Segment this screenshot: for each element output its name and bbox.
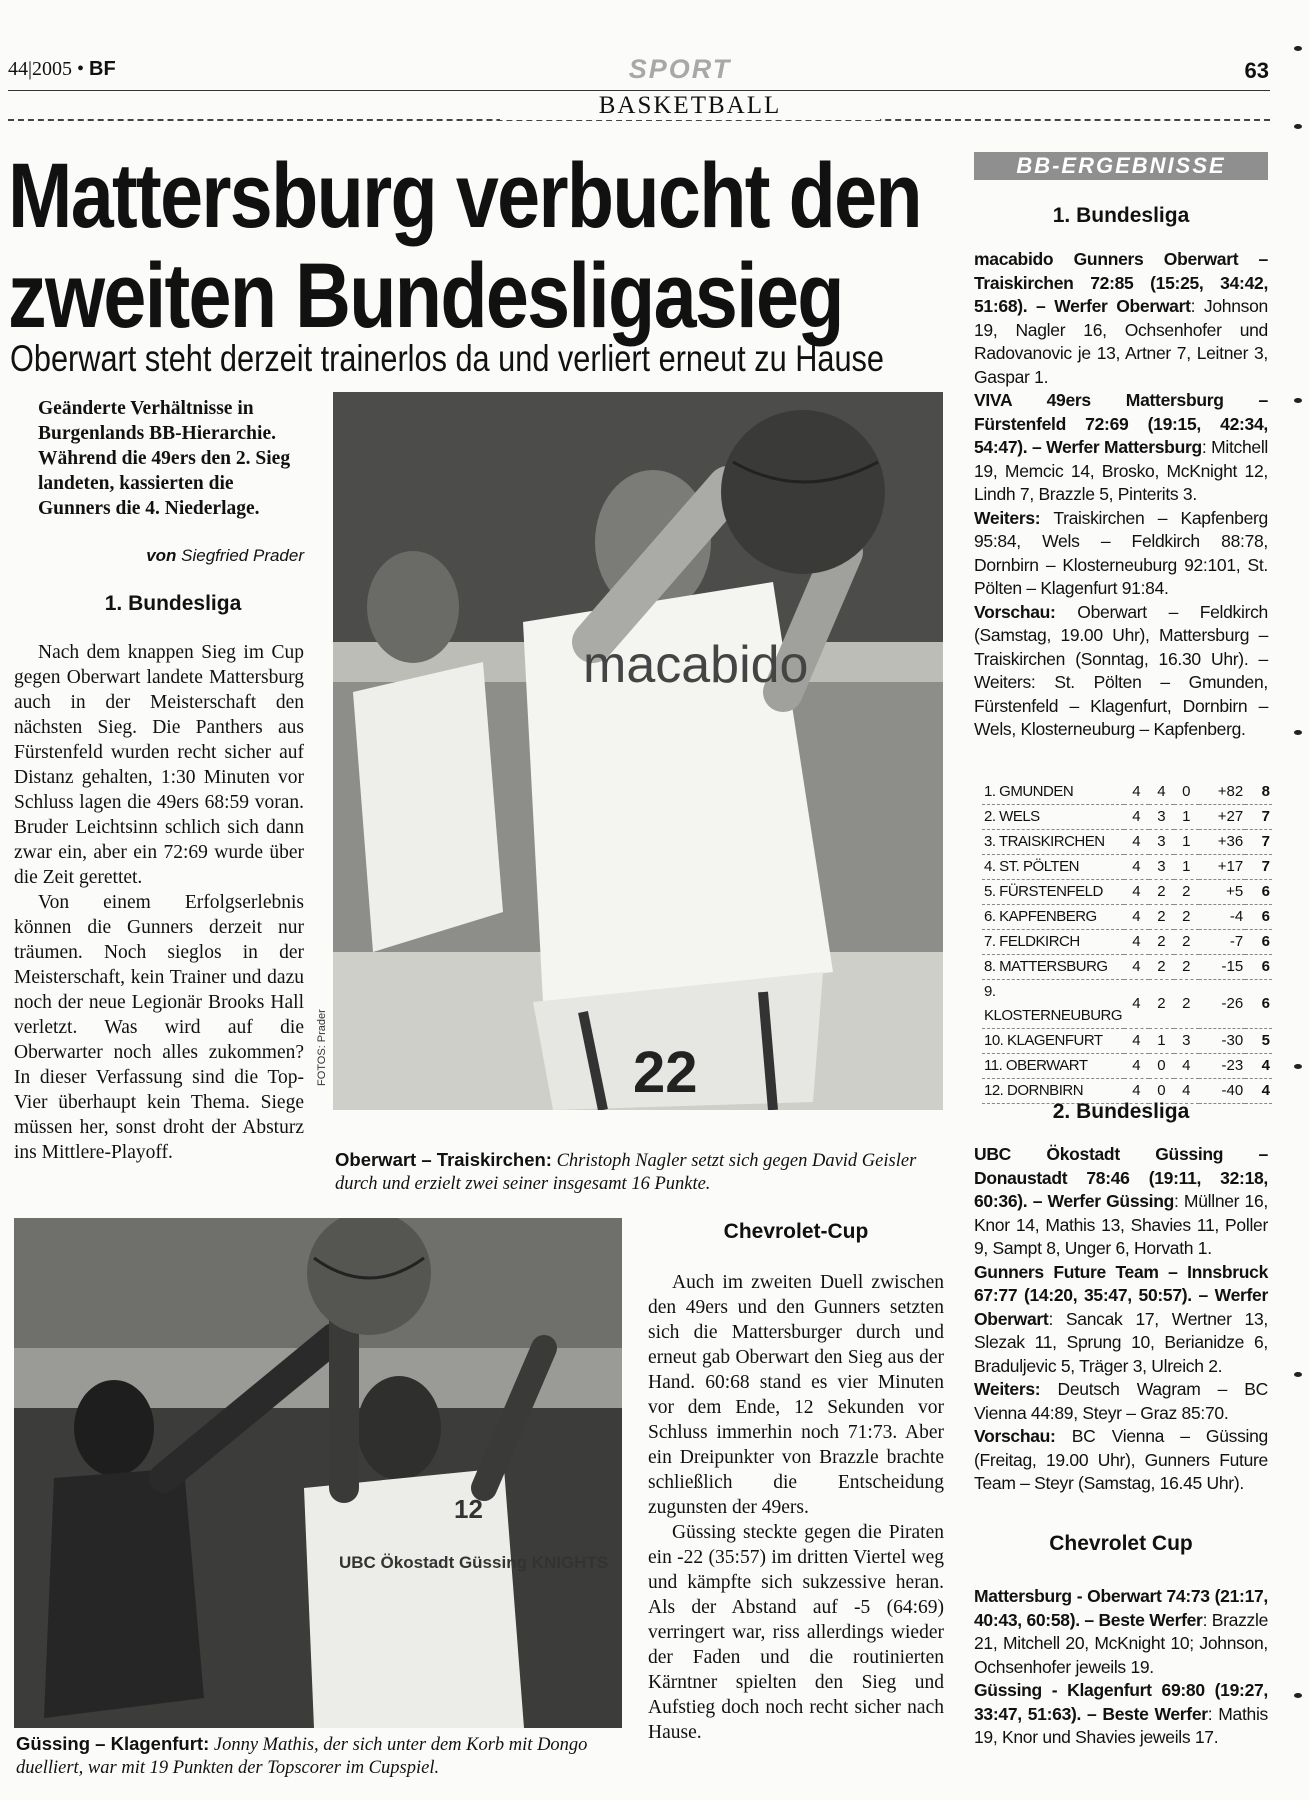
standings-row bbox=[982, 805, 1272, 830]
point-difference: +5 bbox=[1199, 880, 1246, 905]
result-game: UBC Ökostadt Güssing – Donaustadt 78:46 (19:11, 32:18, 60:36). – Werfer Güssing bbox=[974, 1144, 1268, 1211]
losses: 2 bbox=[1174, 880, 1199, 905]
team-name: 3. TRAISKIRCHEN bbox=[982, 830, 1124, 855]
standings-row bbox=[982, 905, 1272, 930]
wins: 2 bbox=[1149, 980, 1174, 1029]
result-entry bbox=[974, 507, 1268, 601]
jersey-number-text: 12 bbox=[454, 1494, 483, 1524]
point-difference: +82 bbox=[1199, 780, 1246, 805]
wins: 3 bbox=[1149, 855, 1174, 880]
wins: 0 bbox=[1149, 1054, 1174, 1079]
result-text: Oberwart – Feldkirch (Samstag, 19.00 Uhr), Mattersburg – Traiskirchen (Sonntag, 16.30 Uhr). – Weiters: St. Pölten – Gmunden, Fürstenfeld – Klagenfurt, Dornbirn – Wels, Klosterneuburg – Kapfenberg. bbox=[974, 601, 1268, 739]
section-heading-bundesliga: 1. Bundesliga bbox=[104, 592, 242, 615]
table-points: 7 bbox=[1245, 830, 1272, 855]
games-played: 4 bbox=[1124, 880, 1149, 905]
results-heading-bundesliga-2: 2. Bundesliga bbox=[1052, 1100, 1190, 1123]
standings-row bbox=[982, 780, 1272, 805]
body-paragraph: Auch im zweiten Duell zwischen den 49ers und den Gunners setzten sich die Mattersburger durch und erneut gab Oberwart den Sieg aus der Hand. 60:68 stand es vier Minuten vor dem Ende, 12 Sekunden vor Schluss immerhin noch 71:73. Aber ein Dreipunkter von Brazzle brachte schließlich die Entscheidung zugunsten der 49ers. bbox=[648, 1272, 944, 1518]
wins: 1 bbox=[1149, 1029, 1174, 1054]
team-name: 5. FÜRSTENFELD bbox=[982, 880, 1124, 905]
team-name: 8. MATTERSBURG bbox=[982, 955, 1124, 980]
losses: 2 bbox=[1174, 930, 1199, 955]
standings-row bbox=[982, 830, 1272, 855]
jersey-team-text: UBC Ökostadt Güssing KNIGHTS bbox=[339, 1553, 609, 1572]
result-text: Deutsch Wagram – BC Vienna 44:89, Steyr – Graz 85:70. bbox=[974, 1379, 1268, 1423]
subheadline: Oberwart steht derzeit trainerlos da und verliert erneut zu Hause bbox=[10, 338, 884, 379]
games-played: 4 bbox=[1124, 980, 1149, 1029]
body-column-1 bbox=[14, 640, 304, 1165]
photo-guessing-klagenfurt bbox=[14, 1218, 622, 1728]
table-points: 4 bbox=[1245, 1054, 1272, 1079]
team-name: 2. WELS bbox=[982, 805, 1124, 830]
headline-line-1: Mattersburg verbucht den bbox=[8, 145, 921, 247]
team-name: 6. KAPFENBERG bbox=[982, 905, 1124, 930]
results-banner: BB-ERGEBNISSE bbox=[974, 152, 1268, 180]
wins: 4 bbox=[1149, 780, 1174, 805]
games-played: 4 bbox=[1124, 1079, 1149, 1104]
point-difference: -7 bbox=[1199, 930, 1246, 955]
photo-1-illustration bbox=[333, 392, 943, 1110]
result-scorers: : Müllner 16, Knor 14, Mathis 13, Shavies 11, Poller 9, Sampt 8, Unger 6, Horvath 1. bbox=[974, 1191, 1268, 1258]
jersey-sponsor-text: macabido bbox=[583, 636, 809, 694]
standings-row bbox=[982, 930, 1272, 955]
losses: 0 bbox=[1174, 780, 1199, 805]
section-label: SPORT bbox=[628, 54, 732, 84]
games-played: 4 bbox=[1124, 1054, 1149, 1079]
lead-paragraph: Geänderte Verhältnisse in Burgenlands BB-Hierarchie. Während die 49ers den 2. Sieg landeten, kassierten die Gunners die 4. Niederlage. bbox=[38, 398, 291, 519]
body-paragraph: Güssing steckte gegen die Piraten ein -22 (35:57) im dritten Viertel weg und kämpfte sich sukzessive heran. Als der Abstand auf -5 (64:69) verringert war, riss allerdings wieder der Faden und die routinierten Kärntner spielten den Sieg und Aufstieg doch noch recht sicher nach Hause. bbox=[648, 1522, 944, 1743]
results-heading-chevrolet-cup: Chevrolet Cup bbox=[1049, 1532, 1193, 1555]
point-difference: +27 bbox=[1199, 805, 1246, 830]
result-game: macabido Gunners Oberwart – Traiskirchen 72:85 (15:25, 34:42, 51:68). – Werfer Oberwart bbox=[974, 249, 1268, 316]
games-played: 4 bbox=[1124, 905, 1149, 930]
wins: 3 bbox=[1149, 805, 1174, 830]
result-game: Gunners Future Team – Innsbruck 67:77 (14:20, 35:47, 50:57). – Werfer Oberwart bbox=[974, 1261, 1268, 1329]
results-chevrolet-cup bbox=[974, 1585, 1268, 1750]
result-entry bbox=[974, 1143, 1268, 1261]
result-game: Mattersburg - Oberwart 74:73 (21:17, 40:43, 60:58). – Beste Werfer bbox=[974, 1586, 1268, 1630]
result-scorers: : Sancak 17, Wertner 13, Slezak 11, Sprung 10, Berianidze 6, Braduljevic 5, Träger 3, Ulreich 2. bbox=[974, 1308, 1268, 1376]
losses: 4 bbox=[1174, 1054, 1199, 1079]
header-rule bbox=[8, 90, 1270, 91]
wins: 2 bbox=[1149, 905, 1174, 930]
team-name: 11. OBERWART bbox=[982, 1054, 1124, 1079]
results-bundesliga-1 bbox=[974, 248, 1268, 742]
result-game: Güssing - Klagenfurt 69:80 (19:27, 33:47, 51:63). – Beste Werfer bbox=[974, 1680, 1268, 1724]
point-difference: -26 bbox=[1199, 980, 1246, 1029]
standings-row bbox=[982, 980, 1272, 1029]
scan-mark bbox=[1294, 124, 1302, 129]
losses: 2 bbox=[1174, 955, 1199, 980]
table-points: 6 bbox=[1245, 955, 1272, 980]
result-entry bbox=[974, 248, 1268, 389]
body-column-2 bbox=[648, 1270, 944, 1745]
headline bbox=[8, 145, 921, 347]
team-name: 9. KLOSTERNEUBURG bbox=[982, 980, 1124, 1029]
team-name: 4. ST. PÖLTEN bbox=[982, 855, 1124, 880]
byline-author: Siegfried Prader bbox=[181, 546, 304, 565]
result-game: VIVA 49ers Mattersburg – Fürstenfeld 72:69 (19:15, 42:34, 54:47). – Werfer Mattersburg bbox=[974, 390, 1268, 457]
jersey-number-text: 22 bbox=[633, 1040, 698, 1105]
wins: 0 bbox=[1149, 1079, 1174, 1104]
result-entry bbox=[974, 601, 1268, 742]
headline-line-2: zweiten Bundesligasieg bbox=[8, 245, 843, 347]
point-difference: +17 bbox=[1199, 855, 1246, 880]
brand-label: BF bbox=[89, 58, 116, 80]
point-difference: -40 bbox=[1199, 1079, 1246, 1104]
byline-prefix: von bbox=[146, 546, 177, 565]
games-played: 4 bbox=[1124, 780, 1149, 805]
losses: 2 bbox=[1174, 905, 1199, 930]
subsection-label: BASKETBALL bbox=[500, 92, 880, 120]
result-entry bbox=[974, 1679, 1268, 1750]
result-entry bbox=[974, 1261, 1268, 1379]
team-name: 12. DORNBIRN bbox=[982, 1079, 1124, 1104]
table-points: 6 bbox=[1245, 980, 1272, 1029]
result-text: BC Vienna – Güssing (Freitag, 19.00 Uhr), Gunners Future Team – Steyr (Samstag, 16.45 Uhr). bbox=[974, 1426, 1268, 1493]
wins: 2 bbox=[1149, 930, 1174, 955]
team-name: 10. KLAGENFURT bbox=[982, 1029, 1124, 1054]
standings-table bbox=[982, 780, 1272, 1104]
result-scorers: : Mathis 19, Knor und Shavies jeweils 17. bbox=[974, 1703, 1268, 1747]
standings-row bbox=[982, 880, 1272, 905]
standings-row bbox=[982, 1029, 1272, 1054]
table-points: 5 bbox=[1245, 1029, 1272, 1054]
losses: 3 bbox=[1174, 1029, 1199, 1054]
point-difference: -30 bbox=[1199, 1029, 1246, 1054]
table-points: 8 bbox=[1245, 780, 1272, 805]
results-bundesliga-2 bbox=[974, 1143, 1268, 1496]
caption-1-label: Oberwart – Traiskirchen: bbox=[335, 1149, 552, 1170]
team-name: 7. FELDKIRCH bbox=[982, 930, 1124, 955]
result-scorers: : Mitchell 19, Memcic 14, Brosko, McKnight 12, Lindh 7, Brazzle 5, Pinterits 3. bbox=[974, 437, 1269, 504]
table-points: 7 bbox=[1245, 805, 1272, 830]
scan-mark bbox=[1294, 730, 1302, 735]
result-entry bbox=[974, 389, 1268, 507]
result-scorers: : Brazzle 21, Mitchell 20, McKnight 10; Johnson, Ochsenhofer jeweils 19. bbox=[974, 1609, 1268, 1677]
scan-mark bbox=[1294, 1693, 1302, 1698]
caption-1-text: Christoph Nagler setzt sich gegen David Geisler durch und erzielt zwei seiner insgesamt 16 Punkte. bbox=[335, 1151, 917, 1194]
losses: 1 bbox=[1174, 855, 1199, 880]
games-played: 4 bbox=[1124, 855, 1149, 880]
losses: 4 bbox=[1174, 1079, 1199, 1104]
games-played: 4 bbox=[1124, 955, 1149, 980]
body-paragraph: Von einem Erfolgserlebnis können die Gunners derzeit nur träumen. Noch sieglos in der Meisterschaft, kein Trainer und dazu noch der neue Legionär Brooks Hall verletzt. Was wird auf die Oberwarter noch alles zukommen? In dieser Verfassung sind die Top-Vier überhaupt kein Thema. Siege müssen her, sonst droht der Absturz ins Mittlere-Playoff. bbox=[14, 892, 304, 1163]
losses: 1 bbox=[1174, 830, 1199, 855]
result-label: Weiters: bbox=[974, 507, 1041, 528]
result-text: Traiskirchen – Kapfenberg 95:84, Wels – Feldkirch 88:78, Dornbirn – Klosterneuburg 92:101, St. Pölten – Klagenfurt 91:84. bbox=[974, 507, 1268, 598]
games-played: 4 bbox=[1124, 805, 1149, 830]
point-difference: -15 bbox=[1199, 955, 1246, 980]
result-entry bbox=[974, 1425, 1268, 1496]
games-played: 4 bbox=[1124, 1029, 1149, 1054]
caption-2-text: Jonny Mathis, der sich unter dem Korb mit Dongo duelliert, war mit 19 Punkten der Topscorer im Cupspiel. bbox=[16, 1735, 588, 1778]
losses: 1 bbox=[1174, 805, 1199, 830]
results-heading-bundesliga-1: 1. Bundesliga bbox=[1052, 204, 1190, 227]
scan-mark bbox=[1294, 1372, 1302, 1377]
point-difference: -4 bbox=[1199, 905, 1246, 930]
point-difference: +36 bbox=[1199, 830, 1246, 855]
body-paragraph: Nach dem knappen Sieg im Cup gegen Oberwart landete Mattersburg auch in der Meisterschaft den nächsten Sieg. Die Panthers aus Fürstenfeld wurden recht sicher auf Distanz gehalten, 1:30 Minuten vor Schluss lagen die 49ers 68:59 voran. Bruder Leichtsinn schlich sich dann zwar ein, aber ein 72:69 wurde über die Zeit gerettet. bbox=[14, 642, 304, 888]
section-heading-chevrolet-cup: Chevrolet-Cup bbox=[723, 1220, 869, 1243]
result-entry bbox=[974, 1585, 1268, 1679]
standings-row bbox=[982, 955, 1272, 980]
losses: 2 bbox=[1174, 980, 1199, 1029]
byline bbox=[80, 546, 304, 566]
wins: 2 bbox=[1149, 955, 1174, 980]
issue-number: 44|2005 • bbox=[8, 58, 85, 80]
scan-mark bbox=[1294, 1064, 1302, 1069]
photo-credit: FOTOS: Prader bbox=[316, 1009, 328, 1086]
table-points: 6 bbox=[1245, 905, 1272, 930]
table-points: 7 bbox=[1245, 855, 1272, 880]
page-number: 63 bbox=[1244, 58, 1269, 83]
standings-row bbox=[982, 1054, 1272, 1079]
wins: 3 bbox=[1149, 830, 1174, 855]
team-name: 1. GMUNDEN bbox=[982, 780, 1124, 805]
games-played: 4 bbox=[1124, 830, 1149, 855]
wins: 2 bbox=[1149, 880, 1174, 905]
scan-mark bbox=[1294, 46, 1302, 51]
result-label: Vorschau: bbox=[974, 1426, 1056, 1446]
photo-1-caption bbox=[335, 1148, 941, 1196]
caption-2-label: Güssing – Klagenfurt: bbox=[16, 1733, 210, 1754]
result-scorers: : Johnson 19, Nagler 16, Ochsenhofer und Radovanovic je 13, Artner 7, Leitner 3, Gaspar 1. bbox=[974, 296, 1268, 387]
result-entry bbox=[974, 1378, 1268, 1425]
games-played: 4 bbox=[1124, 930, 1149, 955]
result-label: Vorschau: bbox=[974, 601, 1056, 622]
result-label: Weiters: bbox=[974, 1379, 1041, 1399]
photo-2-caption bbox=[16, 1732, 622, 1780]
scan-mark bbox=[1294, 398, 1302, 403]
table-points: 4 bbox=[1245, 1079, 1272, 1104]
photo-oberwart-traiskirchen bbox=[333, 392, 943, 1110]
issue-label bbox=[8, 58, 116, 81]
standings-row bbox=[982, 855, 1272, 880]
point-difference: -23 bbox=[1199, 1054, 1246, 1079]
photo-2-illustration bbox=[14, 1218, 622, 1728]
table-points: 6 bbox=[1245, 930, 1272, 955]
table-points: 6 bbox=[1245, 880, 1272, 905]
